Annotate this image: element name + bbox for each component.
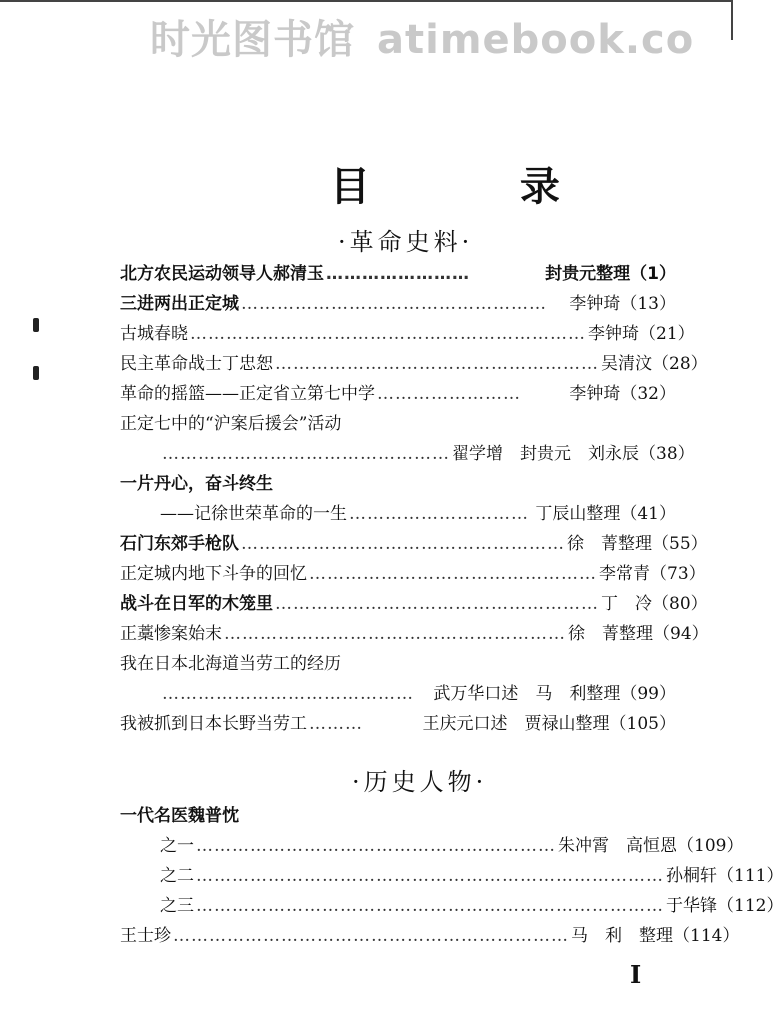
toc-entry-continuation[interactable]: ——记徐世荣革命的一生 ………………………… 丁辰山整理（41） — [160, 504, 676, 524]
toc-subentry[interactable]: 之三 …………………………………………………………………… 于华锋（112） — [160, 896, 783, 916]
toc-entry-continuation[interactable]: …………………………………… 武万华口述 马 利整理（99） — [162, 684, 676, 704]
toc-entry-title-line[interactable]: 我在日本北海道当劳工的经历 — [120, 654, 341, 674]
toc-entry-title-line[interactable]: 一代名医魏普忱 — [120, 806, 239, 826]
section-heading-revolution: ·革命史料· — [338, 228, 474, 256]
toc-subentry[interactable]: 之二 …………………………………………………………………… 孙桐轩（111） — [160, 866, 783, 886]
watermark-url: atimebook.co — [377, 17, 695, 63]
watermark-cn: 时光图书馆 — [150, 17, 355, 63]
top-border-line — [0, 0, 733, 2]
toc-entry-continuation[interactable]: ………………………………………… 翟学增 封贵元 刘永辰（38） — [162, 444, 695, 464]
toc-entry[interactable]: 石门东郊手枪队 ……………………………………………… 徐 菁整理（55） — [120, 534, 708, 554]
toc-entry-title-line[interactable]: 正定七中的“沪案后援会”活动 — [120, 414, 342, 434]
toc-entry[interactable]: 正定城内地下斗争的回忆 ………………………………………… 李常青（73） — [120, 564, 706, 584]
page-number: I — [630, 960, 642, 989]
page-title: 目 录 — [330, 163, 628, 210]
toc-entry[interactable]: 古城春晓 ………………………………………………………… 李钟琦（21） — [120, 324, 695, 344]
toc-entry[interactable]: 正藁惨案始末 ………………………………………………… 徐 菁整理（94） — [120, 624, 709, 644]
margin-mark — [33, 366, 39, 380]
toc-entry[interactable]: 革命的摇篮——正定省立第七中学 …………………… 李钟琦（32） — [120, 384, 676, 404]
margin-mark — [33, 318, 39, 332]
toc-entry[interactable]: 战斗在日军的木笼里 ……………………………………………… 丁 冷（80） — [120, 594, 708, 614]
toc-entry[interactable]: 北方农民运动领导人郝清玉 …………………… 封贵元整理（1） — [120, 264, 676, 284]
toc-entry[interactable]: 民主革命战士丁忠恕 ……………………………………………… 吴清汶（28） — [120, 354, 708, 374]
section-heading-people: ·历史人物· — [352, 768, 488, 796]
toc-entry[interactable]: 我被抓到日本长野当劳工 ……… 王庆元口述 贾禄山整理（105） — [120, 714, 676, 734]
toc-entry-title-line[interactable]: 一片丹心，奋斗终生 — [120, 474, 273, 494]
toc-entry[interactable]: 王士珍 ………………………………………………………… 马 利 整理（114） — [120, 926, 740, 946]
toc-entry[interactable]: 三进两出正定城 …………………………………………… 李钟琦（13） — [120, 294, 676, 314]
toc-subentry[interactable]: 之一 …………………………………………………… 朱冲霄 高恒恩（109） — [160, 836, 744, 856]
watermark — [150, 8, 733, 63]
